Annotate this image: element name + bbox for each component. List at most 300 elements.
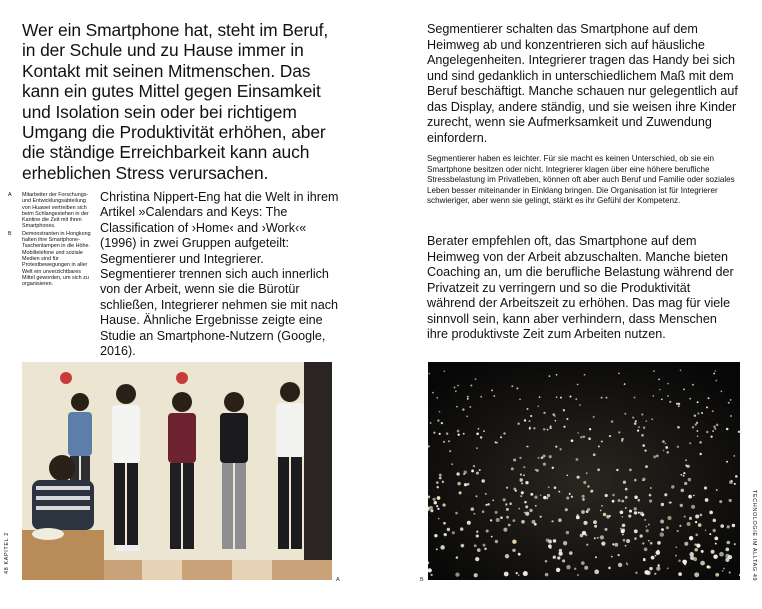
phone-light	[571, 496, 573, 498]
phone-light	[660, 520, 664, 524]
phone-light	[525, 481, 528, 484]
phone-light	[655, 555, 657, 557]
phone-light	[556, 374, 558, 376]
phone-light	[625, 507, 627, 509]
phone-light	[711, 550, 715, 554]
phone-light	[474, 573, 478, 577]
phone-light	[734, 483, 736, 485]
phone-light	[480, 436, 482, 438]
phone-light	[676, 403, 678, 405]
phone-light	[597, 537, 599, 539]
phone-light	[625, 488, 628, 491]
phone-light	[689, 517, 692, 520]
phone-light	[684, 542, 688, 546]
phone-light	[648, 524, 650, 526]
phone-light	[520, 495, 522, 497]
phone-light	[720, 524, 724, 528]
phone-light	[521, 520, 525, 524]
phone-light	[517, 423, 519, 425]
phone-light	[433, 432, 435, 434]
phone-light	[525, 512, 529, 516]
phone-light	[577, 574, 579, 576]
phone-light	[563, 426, 565, 428]
phone-light	[457, 430, 460, 433]
phone-light	[543, 496, 546, 499]
phone-light	[451, 463, 453, 465]
phone-light	[584, 566, 588, 570]
phone-light	[658, 379, 660, 381]
phone-light	[444, 533, 447, 536]
phone-light	[644, 570, 649, 575]
phone-light	[652, 395, 654, 397]
phone-light	[675, 555, 677, 557]
phone-light	[715, 573, 719, 577]
phone-light	[705, 498, 709, 502]
phone-light	[583, 436, 585, 438]
phone-light	[548, 544, 552, 548]
phone-light	[650, 542, 653, 545]
phone-light	[466, 415, 468, 417]
phone-light	[475, 495, 477, 497]
phone-light	[540, 494, 542, 496]
phone-light	[593, 416, 595, 418]
phone-light	[456, 472, 459, 475]
phone-light	[586, 472, 588, 474]
phone-light	[694, 548, 698, 552]
phone-light	[530, 493, 533, 496]
phone-light	[503, 432, 505, 434]
phone-light	[551, 520, 553, 522]
phone-light	[634, 422, 637, 425]
phone-light	[574, 568, 576, 570]
phone-light	[436, 397, 438, 399]
small-paragraph-right: Segmentierer haben es leichter. Für sie macht es keinen Unterschied, ob sie ein Smartphone besitzen oder nicht. Integrierer klagen über eine höhere berufliche Stressbelastung im Privatleben, können oft aber auch Beruf und Familie oder soziales Leben besser miteinander in Einklang bringen. Die Organisation ist für Integrierer schwieriger, aber wenn sie gelingt, stärkt es ihr Gefühl der Kompetenz.	[427, 154, 735, 206]
phone-light	[725, 558, 729, 562]
phone-light	[566, 531, 569, 534]
phone-light	[552, 467, 554, 469]
phone-light	[519, 457, 521, 459]
phone-light	[584, 374, 586, 376]
phone-light	[428, 373, 430, 375]
phone-light	[623, 481, 626, 484]
photo-protest-crowd	[428, 362, 740, 580]
phone-light	[549, 427, 551, 429]
phone-light	[482, 479, 485, 482]
phone-light	[687, 522, 691, 526]
phone-light	[589, 428, 591, 430]
phone-light	[439, 411, 441, 413]
phone-light	[678, 559, 681, 562]
phone-light	[529, 420, 531, 422]
phone-light	[689, 552, 694, 557]
phone-light	[455, 390, 457, 392]
phone-light	[709, 511, 713, 515]
phone-light	[476, 534, 479, 537]
phone-light	[438, 518, 440, 520]
phone-light	[642, 542, 644, 544]
phone-light	[689, 398, 691, 400]
phone-light	[515, 490, 517, 492]
phone-light	[634, 479, 637, 482]
phone-light	[545, 573, 549, 577]
phone-light	[624, 413, 626, 415]
phone-light	[577, 432, 579, 434]
photo-marker-b: B	[420, 577, 424, 583]
phone-light	[612, 500, 615, 503]
phone-light	[556, 568, 560, 572]
phone-light	[683, 475, 685, 477]
phone-light	[656, 566, 660, 570]
phone-light	[577, 476, 580, 479]
phone-light	[695, 514, 699, 518]
phone-light	[485, 504, 487, 506]
phone-light	[495, 441, 497, 443]
phone-light	[530, 415, 532, 417]
phone-light	[523, 474, 525, 476]
phone-light	[503, 528, 507, 532]
phone-light	[476, 433, 479, 436]
phone-light	[621, 440, 623, 442]
phone-light	[524, 501, 527, 504]
phone-light	[712, 410, 714, 412]
phone-light	[434, 501, 437, 504]
phone-light	[442, 503, 445, 506]
phone-light	[667, 451, 669, 453]
caption-letter: B	[8, 230, 12, 237]
phone-light	[667, 395, 669, 397]
phone-light	[650, 487, 652, 489]
phone-light	[688, 478, 691, 481]
phone-light	[657, 550, 660, 553]
phone-light	[634, 537, 637, 540]
phone-light	[506, 487, 508, 489]
phone-light	[443, 522, 446, 525]
phone-light	[430, 509, 433, 512]
phone-light	[677, 426, 680, 429]
phone-light	[697, 435, 699, 437]
phone-light	[601, 440, 603, 442]
phone-light	[611, 556, 613, 558]
phone-light	[679, 525, 681, 527]
phone-light	[487, 503, 489, 505]
phone-light	[680, 474, 682, 476]
phone-light	[594, 525, 597, 528]
phone-light	[680, 369, 682, 371]
phone-light	[595, 556, 597, 558]
phone-light	[641, 513, 644, 516]
phone-light	[667, 567, 669, 569]
phone-light	[614, 543, 618, 547]
phone-light	[432, 392, 434, 394]
phone-light	[587, 485, 589, 487]
phone-light	[701, 412, 703, 414]
phone-light	[594, 569, 599, 574]
phone-light	[521, 482, 523, 484]
body-paragraph-right-2: Berater empfehlen oft, das Smartphone auf dem Heimweg von der Arbeit abzuschalten. Manche bieten Coaching an, um die berufliche Belastung während der Privatzeit zu verringern und so die Produktivität während der Arbeitszeit zu erhöhen. Das mag für viele sinnvoll sein, kann aber verhindern, dass Menschen ihre produktivste Zeit zum Arbeiten nutzen.	[427, 234, 734, 341]
phone-light	[540, 516, 542, 518]
phone-light	[714, 428, 716, 430]
phone-light	[645, 526, 647, 528]
body-paragraph-right-1: Segmentierer schalten das Smartphone auf dem Heimweg ab und konzentrieren sich auf häusliche Angelegenheiten. Integrierer tragen das Handy bei sich und sind gedanklich in unterschiedlichem Maß mit dem Beruf beschäftigt. Manche schauen nur gelegentlich auf das Display, andere ständig, und sie weisen ihre Kinder zurecht, wenn sie Aufmerksamkeit und Zuwendung einfordern.	[427, 22, 738, 145]
phone-light	[727, 541, 731, 545]
phone-light	[641, 413, 643, 415]
phone-light	[692, 426, 694, 428]
phone-light	[629, 510, 632, 513]
phone-light	[697, 401, 699, 403]
phone-light	[726, 461, 728, 463]
phone-light	[529, 509, 532, 512]
phone-light	[455, 572, 459, 576]
phone-light	[733, 455, 735, 457]
phone-light	[643, 426, 645, 428]
phone-light	[645, 465, 648, 468]
phone-light	[475, 557, 479, 561]
phone-light	[678, 572, 682, 576]
phone-light	[669, 502, 671, 504]
phone-light	[621, 438, 623, 440]
phone-light	[637, 429, 639, 431]
phone-light	[560, 397, 562, 399]
phone-light	[643, 559, 646, 562]
phone-light	[523, 466, 525, 468]
phone-light	[588, 437, 591, 440]
phone-light	[644, 547, 648, 551]
phone-light	[721, 391, 723, 393]
phone-light	[649, 567, 652, 570]
phone-light	[660, 532, 664, 536]
phone-light	[552, 413, 554, 415]
phone-light	[708, 397, 710, 399]
phone-light	[479, 469, 481, 471]
phone-light	[634, 397, 636, 399]
phone-light	[476, 530, 478, 532]
phone-light	[659, 389, 661, 391]
phone-light	[713, 373, 715, 375]
caption-letter: A	[8, 192, 12, 198]
phone-light	[714, 536, 718, 540]
phone-light	[524, 512, 526, 514]
phone-light	[583, 521, 587, 525]
phone-light	[543, 428, 545, 430]
phone-light	[683, 389, 685, 391]
phone-light	[516, 572, 518, 574]
phone-light	[525, 505, 528, 508]
phone-light	[512, 549, 515, 552]
phone-light	[534, 523, 537, 526]
phone-light	[430, 574, 432, 576]
phone-light	[577, 384, 579, 386]
phone-light	[437, 486, 439, 488]
phone-light	[554, 486, 557, 489]
phone-light	[511, 467, 514, 470]
phone-light	[519, 398, 521, 400]
phone-light	[661, 503, 664, 506]
phone-light	[516, 387, 518, 389]
phone-light	[709, 533, 711, 535]
phone-light	[534, 496, 537, 499]
phone-light	[601, 542, 605, 546]
phone-light	[684, 563, 686, 565]
phone-light	[486, 529, 489, 532]
phone-light	[689, 442, 691, 444]
phone-light	[476, 447, 478, 449]
caption-text: Demonstranten in Hongkong halten ihre Smartphone-Taschenlampen in die Höhe. Mobiltelefone und soziale Medien sind für Protestbewegungen in aller Welt ein unverzichtbares Mittel geworden, um sich zu organisieren.	[22, 230, 91, 288]
phone-light	[566, 474, 568, 476]
phone-light	[621, 516, 623, 518]
phone-light	[543, 463, 546, 466]
phone-light	[477, 548, 481, 552]
phone-light	[555, 420, 557, 422]
phone-light	[441, 422, 443, 424]
phone-light	[738, 431, 740, 433]
phone-light	[648, 540, 650, 542]
phone-light	[457, 482, 460, 485]
phone-light	[654, 573, 656, 575]
phone-light	[663, 450, 665, 452]
phone-light	[518, 508, 520, 510]
phone-light	[618, 499, 621, 502]
phone-light	[437, 496, 441, 500]
phone-light	[600, 510, 602, 512]
phone-light	[529, 427, 531, 429]
phone-light	[593, 520, 597, 524]
phone-light	[618, 563, 622, 567]
phone-light	[449, 450, 451, 452]
phone-light	[505, 554, 509, 558]
phone-light	[464, 483, 467, 486]
phone-light	[735, 475, 738, 478]
phone-light	[667, 383, 669, 385]
phone-light	[646, 529, 649, 532]
phone-light	[537, 405, 539, 407]
phone-light	[500, 516, 503, 519]
phone-light	[693, 495, 695, 497]
phone-light	[688, 495, 692, 499]
page-number-left: 48 KAPITEL 2	[4, 532, 10, 574]
phone-light	[618, 431, 620, 433]
phone-light	[467, 483, 470, 486]
phone-light	[706, 406, 708, 408]
phone-light	[566, 418, 568, 420]
phone-light	[622, 528, 625, 531]
canteen-queue-illustration	[22, 362, 332, 580]
phone-light	[656, 455, 659, 458]
phone-light	[580, 436, 583, 439]
phone-light	[480, 396, 482, 398]
phone-light	[562, 559, 565, 562]
body-paragraph-left: Christina Nippert-Eng hat die Welt in ihrem Artikel »Calendars and Keys: The Classification of ›Home‹ and ›Work‹« (1996) in zwei Gruppen aufgeteilt: Segmentierer und Integrierer. Segmentierer trennen sich auch innerlich von der Arbeit, wenn sie die Bürotür schließen, Integrierer nehmen sie mit nach Hause. Ähnliche Ergebnisse zeigte eine Studie an Smartphone-Nutzern (Google, 2016).	[100, 190, 339, 359]
phone-light	[677, 446, 679, 448]
phone-light	[635, 572, 637, 574]
phone-light	[730, 415, 732, 417]
phone-light	[463, 433, 465, 435]
phone-light	[563, 409, 565, 411]
phone-light	[649, 499, 652, 502]
phone-light	[661, 528, 664, 531]
phone-light	[508, 524, 511, 527]
phone-light	[653, 455, 656, 458]
phone-light	[456, 406, 458, 408]
phone-light	[482, 510, 485, 513]
phone-light	[557, 556, 560, 559]
phone-light	[680, 504, 683, 507]
phone-light	[539, 396, 541, 398]
phone-light	[734, 543, 736, 545]
phone-light	[657, 541, 661, 545]
phone-light	[682, 560, 684, 562]
phone-light	[575, 398, 577, 400]
phone-light	[496, 518, 500, 522]
phone-light	[669, 401, 671, 403]
phone-light	[471, 469, 474, 472]
phone-light	[667, 516, 671, 520]
phone-light	[603, 513, 606, 516]
phone-light	[691, 505, 695, 509]
phone-light	[549, 375, 551, 377]
phone-light	[633, 507, 636, 510]
phone-light	[626, 539, 630, 543]
phone-light	[464, 471, 467, 474]
phone-light	[442, 481, 444, 483]
phone-light	[685, 459, 687, 461]
phone-light	[635, 420, 637, 422]
phone-light	[576, 458, 579, 461]
phone-light	[437, 419, 439, 421]
phone-light	[661, 399, 663, 401]
phone-light	[491, 536, 493, 538]
phone-light	[662, 440, 665, 443]
phone-light	[485, 493, 487, 495]
phone-light	[653, 370, 655, 372]
phone-light	[586, 510, 589, 513]
phone-light	[622, 534, 624, 536]
phone-light	[598, 445, 600, 447]
phone-light	[459, 491, 462, 494]
phone-light	[556, 396, 558, 398]
phone-light	[691, 557, 693, 559]
phone-light	[629, 469, 632, 472]
phone-light	[548, 540, 552, 544]
phone-light	[697, 430, 699, 432]
phone-light	[533, 427, 535, 429]
phone-light	[506, 508, 509, 511]
phone-light	[512, 519, 515, 522]
phone-light	[478, 428, 480, 430]
phone-light	[493, 395, 495, 397]
phone-light	[609, 435, 611, 437]
phone-light	[665, 443, 667, 445]
phone-light	[730, 399, 732, 401]
phone-light	[454, 387, 456, 389]
phone-light	[726, 428, 729, 431]
phone-light	[436, 505, 438, 507]
phone-light	[642, 444, 645, 447]
phone-light	[695, 521, 697, 523]
phone-light	[582, 498, 585, 501]
phone-light	[612, 543, 614, 545]
phone-light	[694, 572, 699, 577]
phone-light	[701, 550, 704, 553]
phone-light	[683, 472, 685, 474]
phone-light	[583, 481, 586, 484]
phone-light	[593, 453, 596, 456]
phone-light	[699, 441, 702, 444]
phone-light	[729, 499, 732, 502]
phone-light	[624, 383, 626, 385]
phone-light	[558, 491, 560, 493]
phone-light	[491, 390, 493, 392]
phone-light	[581, 510, 585, 514]
